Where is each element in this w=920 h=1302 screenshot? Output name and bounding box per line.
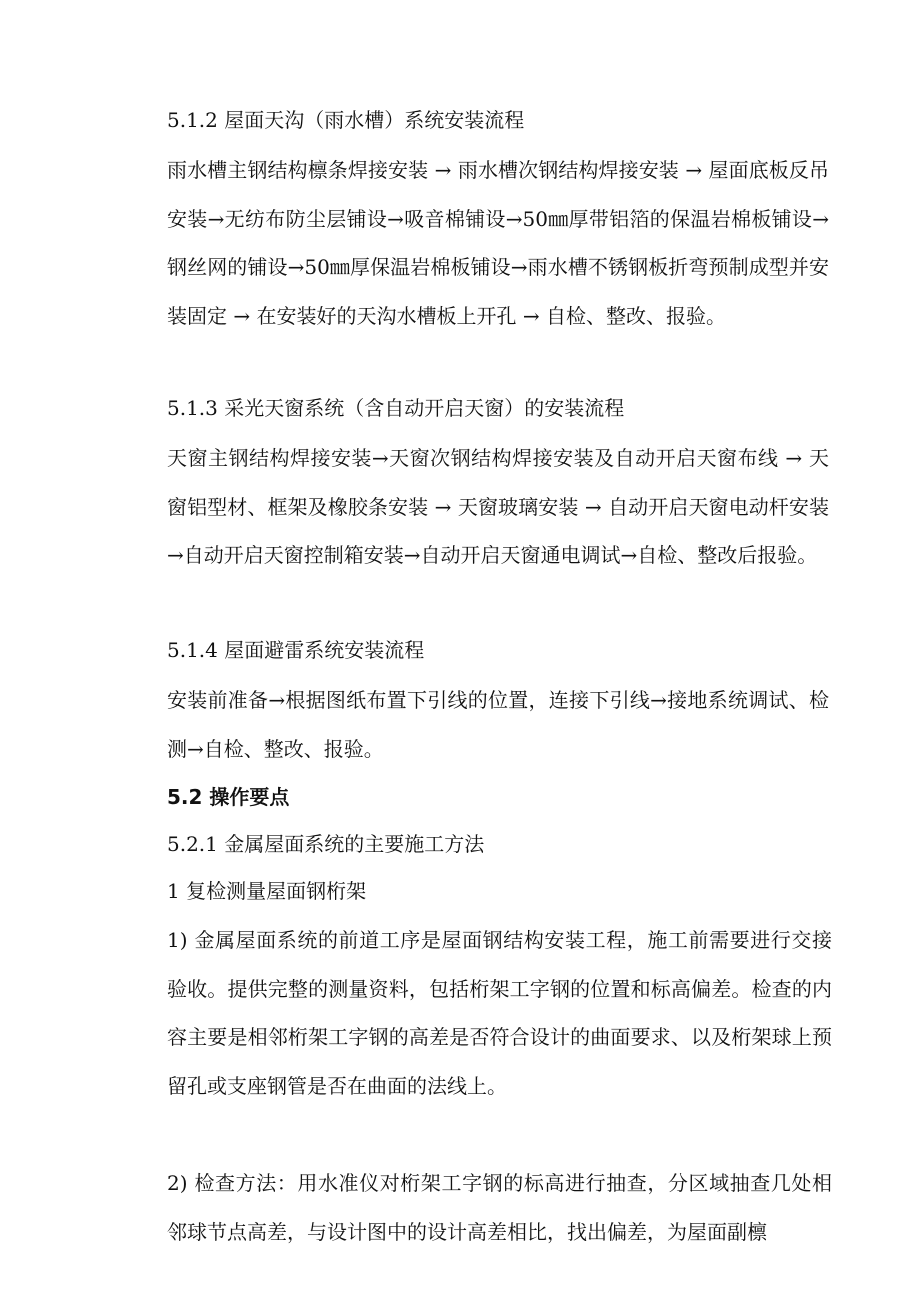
section-heading-5-2-1: 5.2.1 金属屋面系统的主要施工方法 xyxy=(167,832,485,856)
gutter-flow-paragraph: 雨水槽主钢结构檩条焊接安装 → 雨水槽次钢结构焊接安装 → 屋面底板反吊安装→无纺布防尘层铺设→吸音棉铺设→50㎜厚带铝箔的保温岩棉板铺设→钢丝网的铺设→50㎜厚保温岩棉板铺设→雨水槽不锈钢板折弯预制成型并安装固定 → 在安装好的天沟水槽板上开孔 → 自检、整改、报验。 xyxy=(167,158,829,329)
section-heading-5-1-3: 5.1.3 采光天窗系统（含自动开启天窗）的安装流程 xyxy=(167,396,625,420)
section-heading-5-1-2: 5.1.2 屋面天沟（雨水槽）系统安装流程 xyxy=(167,108,525,132)
skylight-flow-paragraph: 天窗主钢结构焊接安装→天窗次钢结构焊接安装及自动开启天窗布线 → 天窗铝型材、框架及橡胶条安装 → 天窗玻璃安装 → 自动开启天窗电动杆安装→自动开启天窗控制箱安装→自动开启天窗通电调试→自检、整改后报验。 xyxy=(167,446,829,568)
section-heading-5-2: 5.2 操作要点 xyxy=(167,785,290,809)
truss-handover-paragraph: 1) 金属屋面系统的前道工序是屋面钢结构安装工程，施工前需要进行交接验收。提供完整的测量资料，包括桁架工字钢的位置和标高偏差。检查的内容主要是相邻桁架工字钢的高差是否符合设计的曲面要求、以及桁架球上预留孔或支座钢管是否在曲面的法线上。 xyxy=(167,928,832,1099)
subheading-truss-recheck: 1 复检测量屋面钢桁架 xyxy=(167,879,367,903)
section-heading-5-1-4: 5.1.4 屋面避雷系统安装流程 xyxy=(167,638,425,662)
lightning-flow-paragraph: 安装前准备→根据图纸布置下引线的位置，连接下引线→接地系统调试、检测→自检、整改、报验。 xyxy=(167,688,829,761)
inspection-method-paragraph: 2) 检查方法：用水准仪对桁架工字钢的标高进行抽查，分区域抽查几处相邻球节点高差，与设计图中的设计高差相比，找出偏差，为屋面副檩 xyxy=(167,1171,832,1244)
